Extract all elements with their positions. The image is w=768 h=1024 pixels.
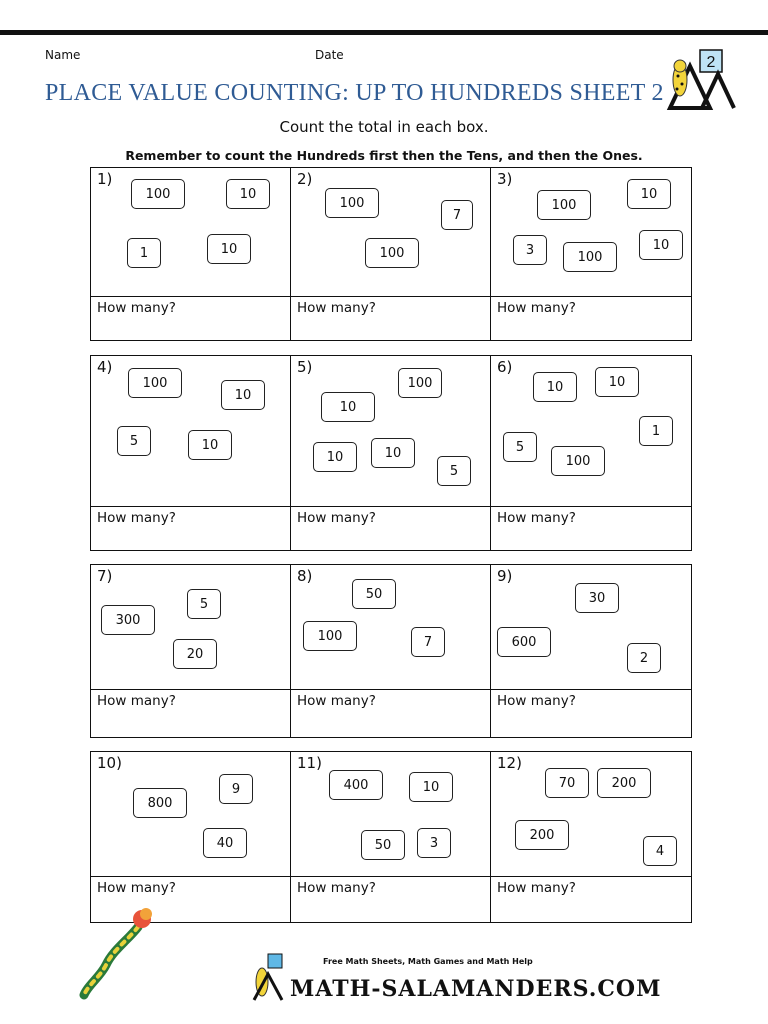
value-tile: 600 bbox=[497, 627, 551, 657]
problem-number: 7) bbox=[97, 567, 113, 585]
problem-cell bbox=[291, 752, 491, 922]
answer-area[interactable] bbox=[291, 506, 490, 550]
value-tile: 10 bbox=[221, 380, 265, 410]
value-tile: 400 bbox=[329, 770, 383, 800]
value-tile: 10 bbox=[409, 772, 453, 802]
instruction: Remember to count the Hundreds first then the Tens, and then the Ones. bbox=[125, 148, 643, 163]
value-tile: 50 bbox=[352, 579, 396, 609]
problem-cell bbox=[291, 356, 491, 550]
problem-cell bbox=[91, 752, 291, 922]
footer-tagline: Free Math Sheets, Math Games and Math Help bbox=[323, 957, 533, 966]
answer-area[interactable] bbox=[91, 689, 290, 737]
value-tile: 10 bbox=[595, 367, 639, 397]
value-tile: 10 bbox=[313, 442, 357, 472]
how-many-label: How many? bbox=[97, 880, 176, 896]
problem-row-1 bbox=[90, 167, 692, 341]
problem-number: 4) bbox=[97, 358, 113, 376]
answer-area[interactable] bbox=[491, 296, 691, 340]
problem-number: 6) bbox=[497, 358, 513, 376]
name-label: Name bbox=[45, 48, 81, 62]
value-tile: 100 bbox=[398, 368, 442, 398]
footer-logo-icon bbox=[250, 952, 286, 1002]
answer-area[interactable] bbox=[491, 689, 691, 737]
problem-number: 8) bbox=[297, 567, 313, 585]
value-tile: 7 bbox=[411, 627, 445, 657]
value-tile: 40 bbox=[203, 828, 247, 858]
value-tile: 100 bbox=[303, 621, 357, 651]
how-many-label: How many? bbox=[97, 693, 176, 709]
value-tile: 2 bbox=[627, 643, 661, 673]
value-tile: 100 bbox=[365, 238, 419, 268]
problem-cell bbox=[491, 356, 691, 550]
value-tile: 100 bbox=[128, 368, 182, 398]
value-tile: 100 bbox=[325, 188, 379, 218]
problem-cell bbox=[491, 752, 691, 922]
how-many-label: How many? bbox=[297, 510, 376, 526]
problem-number: 5) bbox=[297, 358, 313, 376]
problem-row-4 bbox=[90, 751, 692, 923]
problem-cell bbox=[91, 565, 291, 737]
value-tile: 10 bbox=[639, 230, 683, 260]
value-tile: 50 bbox=[361, 830, 405, 860]
answer-area[interactable] bbox=[91, 506, 290, 550]
date-label: Date bbox=[315, 48, 344, 62]
problem-number: 12) bbox=[497, 754, 522, 772]
how-many-label: How many? bbox=[297, 880, 376, 896]
problem-number: 3) bbox=[497, 170, 513, 188]
problem-number: 11) bbox=[297, 754, 322, 772]
value-tile: 100 bbox=[563, 242, 617, 272]
fire-salamander-icon bbox=[78, 905, 168, 1000]
value-tile: 10 bbox=[207, 234, 251, 264]
footer-brand: MATH-SALAMANDERS.COM bbox=[290, 976, 662, 1002]
problem-number: 1) bbox=[97, 170, 113, 188]
how-many-label: How many? bbox=[97, 300, 176, 316]
value-tile: 4 bbox=[643, 836, 677, 866]
value-tile: 5 bbox=[503, 432, 537, 462]
top-rule bbox=[0, 30, 768, 35]
how-many-label: How many? bbox=[497, 880, 576, 896]
value-tile: 10 bbox=[627, 179, 671, 209]
answer-area[interactable] bbox=[291, 296, 490, 340]
problem-cell bbox=[491, 168, 691, 340]
value-tile: 200 bbox=[597, 768, 651, 798]
value-tile: 9 bbox=[219, 774, 253, 804]
value-tile: 100 bbox=[131, 179, 185, 209]
problem-row-3 bbox=[90, 564, 692, 738]
problem-cell bbox=[91, 168, 291, 340]
value-tile: 10 bbox=[226, 179, 270, 209]
value-tile: 7 bbox=[441, 200, 473, 230]
page-title: PLACE VALUE COUNTING: UP TO HUNDREDS SHEET 2 bbox=[45, 80, 664, 106]
logo-digit: 2 bbox=[706, 54, 716, 71]
answer-area[interactable] bbox=[491, 876, 691, 922]
answer-area[interactable] bbox=[91, 296, 290, 340]
problem-row-2 bbox=[90, 355, 692, 551]
value-tile: 1 bbox=[127, 238, 161, 268]
problem-cell bbox=[91, 356, 291, 550]
value-tile: 30 bbox=[575, 583, 619, 613]
subtitle: Count the total in each box. bbox=[279, 118, 489, 136]
value-tile: 10 bbox=[533, 372, 577, 402]
value-tile: 200 bbox=[515, 820, 569, 850]
value-tile: 10 bbox=[321, 392, 375, 422]
value-tile: 10 bbox=[188, 430, 232, 460]
problem-cell bbox=[491, 565, 691, 737]
value-tile: 10 bbox=[371, 438, 415, 468]
problem-number: 2) bbox=[297, 170, 313, 188]
problem-number: 9) bbox=[497, 567, 513, 585]
value-tile: 300 bbox=[101, 605, 155, 635]
value-tile: 5 bbox=[437, 456, 471, 486]
problem-cell bbox=[291, 168, 491, 340]
value-tile: 5 bbox=[117, 426, 151, 456]
value-tile: 3 bbox=[513, 235, 547, 265]
value-tile: 100 bbox=[537, 190, 591, 220]
answer-area[interactable] bbox=[491, 506, 691, 550]
salamander-logo-icon bbox=[660, 46, 742, 112]
value-tile: 100 bbox=[551, 446, 605, 476]
how-many-label: How many? bbox=[297, 693, 376, 709]
value-tile: 800 bbox=[133, 788, 187, 818]
how-many-label: How many? bbox=[497, 300, 576, 316]
value-tile: 1 bbox=[639, 416, 673, 446]
problem-cell bbox=[291, 565, 491, 737]
value-tile: 20 bbox=[173, 639, 217, 669]
how-many-label: How many? bbox=[497, 510, 576, 526]
value-tile: 70 bbox=[545, 768, 589, 798]
value-tile: 5 bbox=[187, 589, 221, 619]
how-many-label: How many? bbox=[297, 300, 376, 316]
how-many-label: How many? bbox=[97, 510, 176, 526]
how-many-label: How many? bbox=[497, 693, 576, 709]
answer-area[interactable] bbox=[291, 689, 490, 737]
answer-area[interactable] bbox=[291, 876, 490, 922]
problem-number: 10) bbox=[97, 754, 122, 772]
value-tile: 3 bbox=[417, 828, 451, 858]
